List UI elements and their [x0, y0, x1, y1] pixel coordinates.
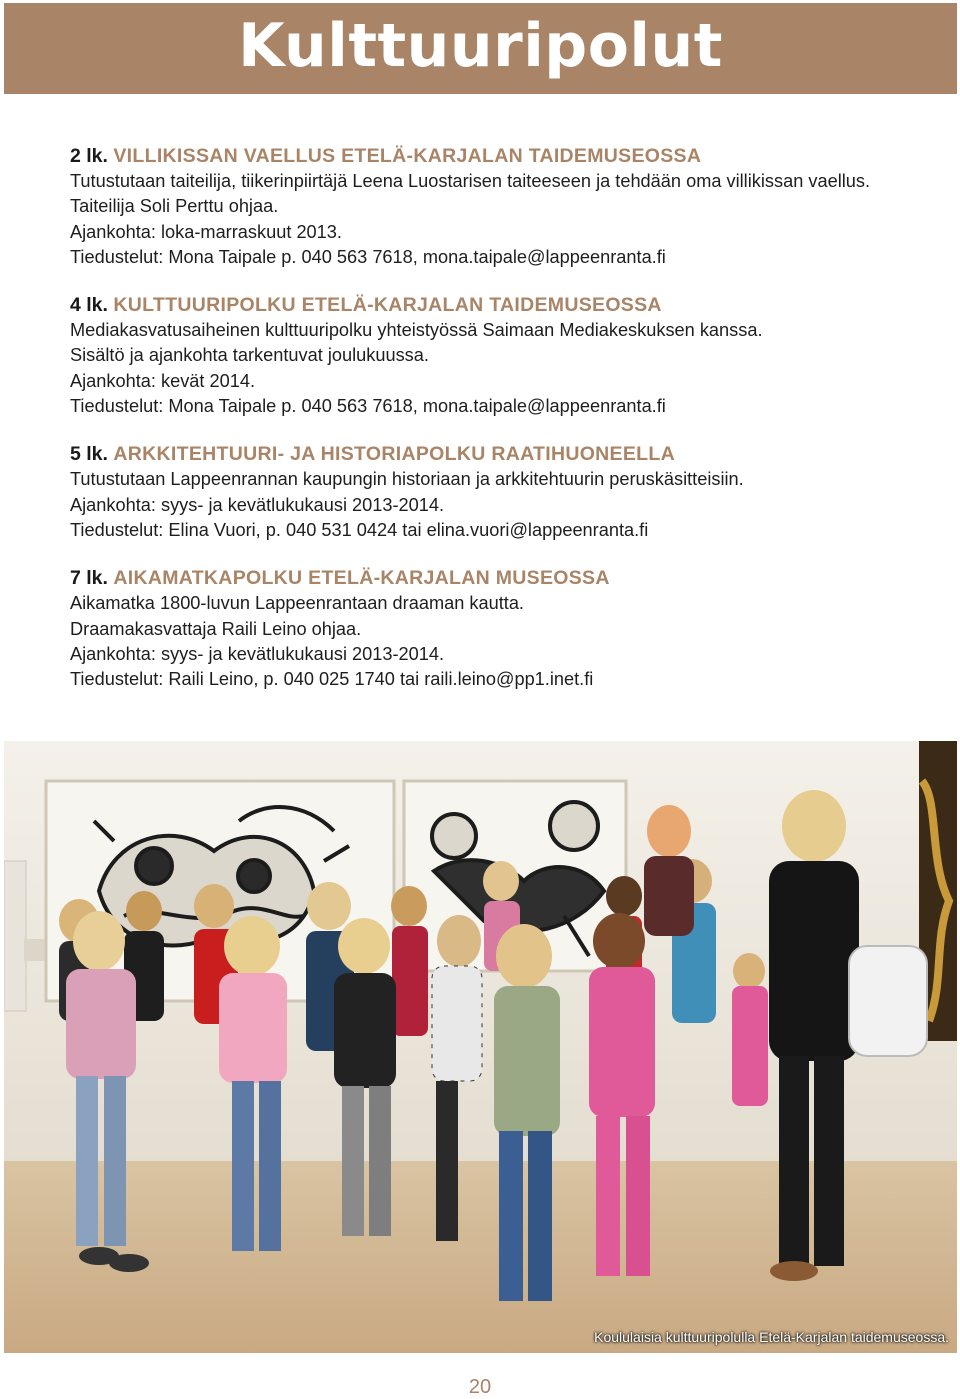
- description-line: Taiteilija Soli Perttu ohjaa.: [70, 196, 279, 217]
- section-grade-7: [70, 565, 930, 692]
- schedule-line: Ajankohta: kevät 2014.: [70, 370, 256, 391]
- section-grade-5: [70, 441, 930, 543]
- grade-label: 5 lk.: [70, 443, 108, 466]
- section-grade-4: [70, 292, 930, 419]
- content: [70, 143, 930, 714]
- grade-label: 7 lk.: [70, 567, 108, 590]
- photo-illustration: [4, 741, 957, 1353]
- description-line: Draamakasvattaja Raili Leino ohjaa.: [70, 618, 362, 639]
- contact-line: Tiedustelut: Mona Taipale p. 040 563 7618, mona.taipale@lappeenranta.fi: [70, 246, 666, 267]
- section-title: VILLIKISSAN VAELLUS ETELÄ-KARJALAN TAIDEMUSEOSSA: [113, 145, 702, 167]
- section-heading: [70, 292, 930, 318]
- section-heading: [70, 441, 930, 467]
- section-title: ARKKITEHTUURI- JA HISTORIAPOLKU RAATIHUONEELLA: [113, 443, 675, 466]
- grade-label: 2 lk.: [70, 145, 108, 167]
- contact-line: Tiedustelut: Mona Taipale p. 040 563 7618, mona.taipale@lappeenranta.fi: [70, 396, 666, 417]
- schedule-line: Ajankohta: syys- ja kevätlukukausi 2013-2014.: [70, 643, 445, 664]
- description-line: Mediakasvatusaiheinen kulttuuripolku yhteistyössä Saimaan Mediakeskuksen kanssa.: [70, 320, 763, 341]
- section-heading: [70, 143, 930, 169]
- page-number: 20: [468, 1376, 492, 1398]
- page-title: Kulttuuripolut: [238, 10, 723, 81]
- section-grade-2: [70, 143, 930, 270]
- description-line: Aikamatka 1800-luvun Lappeenrantaan draaman kautta.: [70, 593, 524, 614]
- wall-frame: [4, 861, 26, 1011]
- section-heading: [70, 565, 930, 591]
- grade-label: 4 lk.: [70, 294, 108, 317]
- contact-line: Tiedustelut: Elina Vuori, p. 040 531 0424 tai elina.vuori@lappeenranta.fi: [70, 519, 649, 540]
- page-header: [4, 3, 957, 94]
- museum-photo: [4, 741, 957, 1353]
- schedule-line: Ajankohta: loka-marraskuut 2013.: [70, 221, 342, 242]
- description-line: Sisältö ja ajankohta tarkentuvat joulukuussa.: [70, 345, 429, 366]
- section-title: AIKAMATKAPOLKU ETELÄ-KARJALAN MUSEOSSA: [113, 567, 610, 590]
- schedule-line: Ajankohta: syys- ja kevätlukukausi 2013-2014.: [70, 494, 445, 515]
- section-title: KULTTUURIPOLKU ETELÄ-KARJALAN TAIDEMUSEOSSA: [113, 294, 662, 317]
- description-line: Tutustutaan Lappeenrannan kaupungin historiaan ja arkkitehtuurin peruskäsitteisiin.: [70, 469, 744, 490]
- description-line: Tutustutaan taiteilija, tiikerinpiirtäjä Leena Luostarisen taiteeseen ja tehdään oma villikissan vaellus.: [70, 171, 871, 191]
- handbag: [849, 946, 927, 1056]
- photo-caption: Koululaisia kulttuuripolulla Etelä-Karjalan taidemuseossa.: [594, 1329, 949, 1345]
- contact-line: Tiedustelut: Raili Leino, p. 040 025 1740 tai raili.leino@pp1.inet.fi: [70, 669, 594, 690]
